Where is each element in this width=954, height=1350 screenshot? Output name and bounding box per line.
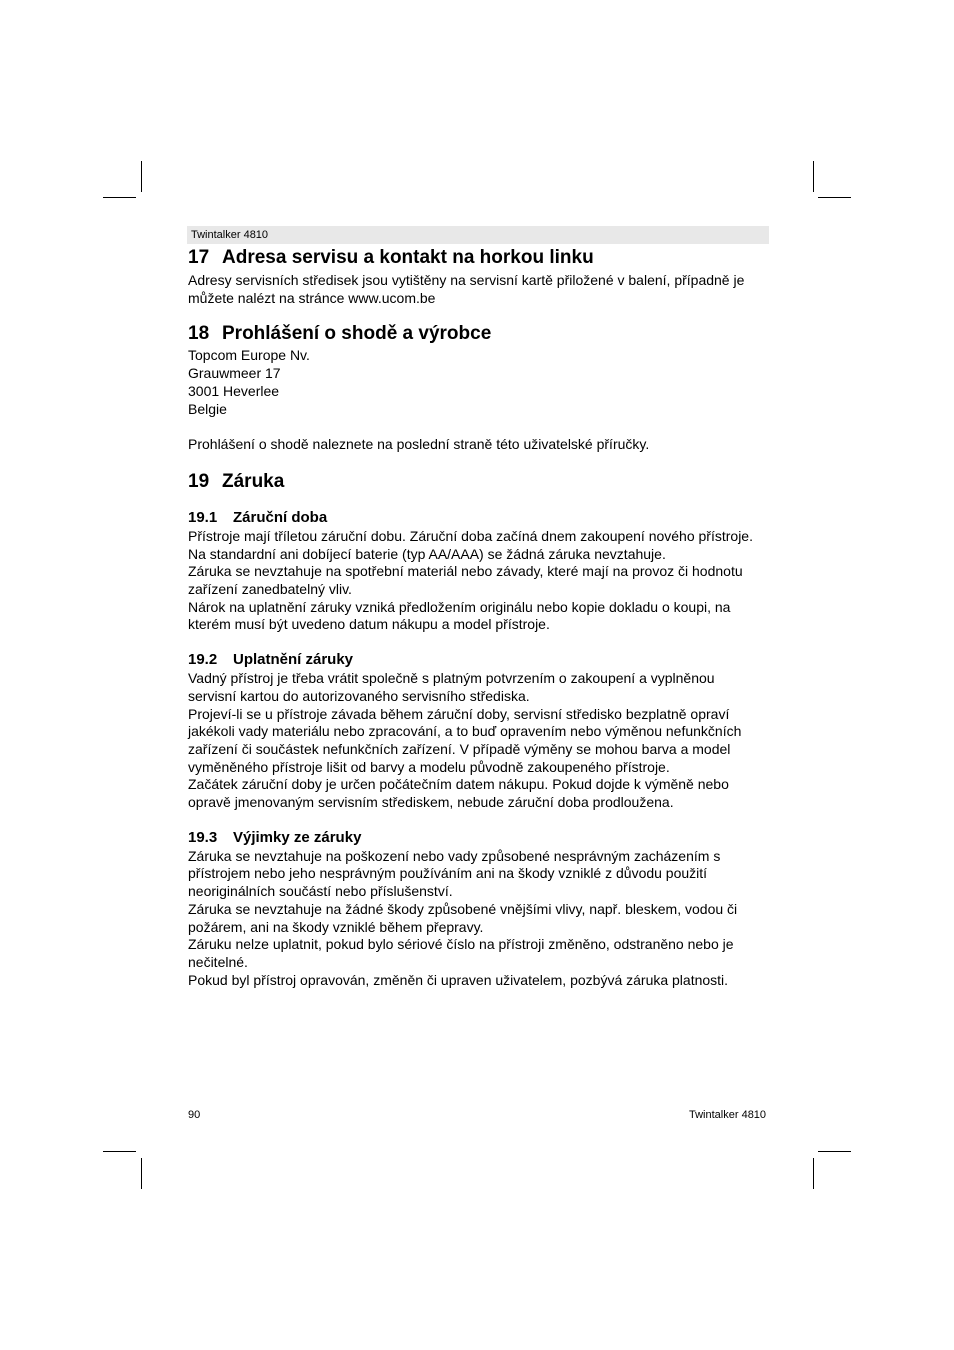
crop-mark <box>103 1151 136 1152</box>
section-19-1-body: Přístroje mají tříletou záruční dobu. Záruční doba začíná dnem zakoupení nového přístroje. Na standardní ani dobíjecí baterie (typ AA/AAA) se žádná záruka nevztahuje. Záruka se nevztahuje na spotřební materiál nebo závady, které mají na provoz či hodnotu zařízení zanedbatelný vliv. Nárok na uplatnění záruky vzniká předložením originálu nebo kopie dokladu o koupi, na kterém musí být uvedeno datum nákupu a model přístroje. <box>188 527 753 633</box>
section-17-heading: 17 Adresa servisu a kontakt na horkou linku <box>188 247 594 268</box>
page-number: 90 <box>188 1109 201 1121</box>
crop-mark <box>818 1151 851 1152</box>
crop-mark <box>813 1158 814 1189</box>
crop-mark <box>141 161 142 192</box>
crop-mark <box>141 1158 142 1189</box>
section-19-2-body: Vadný přístroj je třeba vrátit společně s platným potvrzením o zakoupení a vyplněnou servisní kartou do autorizovaného servisního střediska. Projeví-li se u přístroje závada během záruční doby, servisní středisko bezplatně opraví jakékoli vady materiálu nebo zpracování, a to buď opravením nebo výměnou nefunkčních zařízení či součástek nefunkčních zařízení. V případě výměny se mohou barva a model vyměněného přístroje lišit od barvy a modelu původně zakoupeného přístroje. Začátek záruční doby je určen počátečním datem nákupu. Pokud dojde k výměně nebo opravě jmenovaným servisním střediskem, nebude záruční doba prodloužena. <box>188 670 742 811</box>
section-17-body: Adresy servisních středisek jsou vytištěny na servisní kartě přiložené v balení, případně je můžete nalézt na stránce www.ucom.be <box>188 272 745 306</box>
crop-mark <box>813 161 814 192</box>
section-19-2-heading: 19.2 Uplatnění záruky <box>188 651 354 669</box>
footer-product: Twintalker 4810 <box>689 1109 767 1121</box>
section-18-heading: 18 Prohlášení o shodě a výrobce <box>188 323 492 345</box>
header-title: Twintalker 4810 <box>191 229 269 241</box>
manufacturer-address: Topcom Europe Nv. Grauwmeer 17 3001 Heverlee Belgie <box>188 347 310 417</box>
section-19-1-heading: 19.1 Záruční doba <box>188 508 328 526</box>
section-19-3-heading: 19.3 Výjimky ze záruky <box>188 828 362 846</box>
crop-mark <box>103 197 136 198</box>
page-content <box>188 246 773 989</box>
section-19-heading: 19 Záruka <box>188 470 285 492</box>
declaration-note: Prohlášení o shodě naleznete na poslední straně této uživatelské příručky. <box>188 436 650 453</box>
crop-mark <box>818 197 851 198</box>
running-header <box>187 226 769 244</box>
section-19-3-body: Záruka se nevztahuje na poškození nebo vady způsobené nesprávným zacházením s přístrojem nebo jeho nesprávným používáním ani na škody vzniklé z důvodu použití neoriginálních součástí nebo příslušenství. Záruka se nevztahuje na žádné škody způsobené vnějšími vlivy, např. bleskem, vodou či požárem, ani na škody vzniklé během přepravy. Záruku nelze uplatnit, pokud bylo sériové číslo na přístroji změněno, odstraněno nebo je nečitelné. Pokud byl přístroj opravován, změněn či upraven uživatelem, pozbývá záruka platnosti. <box>188 847 738 988</box>
